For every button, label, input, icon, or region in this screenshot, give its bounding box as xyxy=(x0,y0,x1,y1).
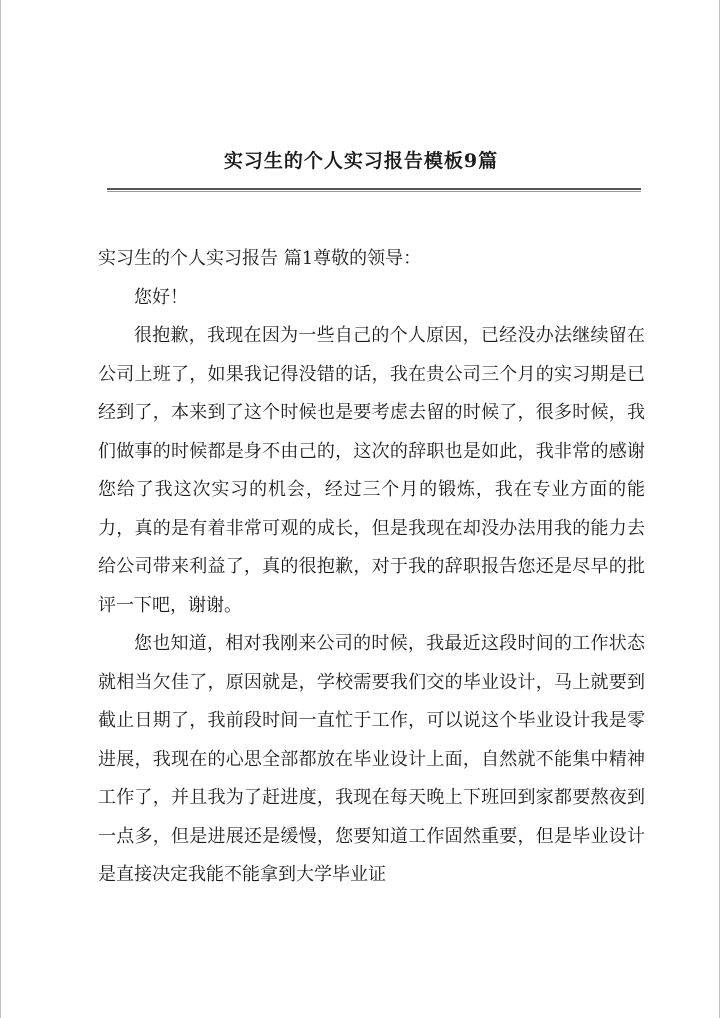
greeting-paragraph: 您好！ xyxy=(134,286,188,308)
title-divider xyxy=(107,188,641,192)
section-heading: 实习生的个人实习报告 篇1尊敬的领导： xyxy=(98,248,422,269)
body-paragraph-1: 很抱歉，我现在因为一些自己的个人原因，已经没办法继续留在公司上班了，如果我记得没错的话，我在贵公司三个月的实习期是已经到了，本来到了这个时候也是要考虑去留的时候了，很多时候，我们做事的时候都是身不由己的，这次的辞职也是如此，我非常的感谢您给了我这次实习的机会，经过三个月的锻炼，我在专业方面的能力，真的是有着非常可观的成长，但是我现在却没办法用我的能力去给公司带来利益了，真的很抱歉，对于我的辞职报告您还是尽早的批评一下吧，谢谢。 xyxy=(98,325,645,616)
body-paragraph-2: 您也知道，相对我刚来公司的时候，我最近这段时间的工作状态就相当欠佳了，原因就是，学校需要我们交的毕业设计，马上就要到截止日期了，我前段时间一直忙于工作，可以说这个毕业设计我是零进展，我现在的心思全部都放在毕业设计上面，自然就不能集中精神工作了，并且我为了赶进度，我现在每天晚上下班回到家都要熬夜到一点多，但是进展还是缓慢，您要知道工作固然重要，但是毕业设计是直接决定我能不能拿到大学毕业证 xyxy=(98,633,645,885)
document-body xyxy=(98,240,645,895)
document-title: 实习生的个人实习报告模板9篇 xyxy=(223,150,499,172)
